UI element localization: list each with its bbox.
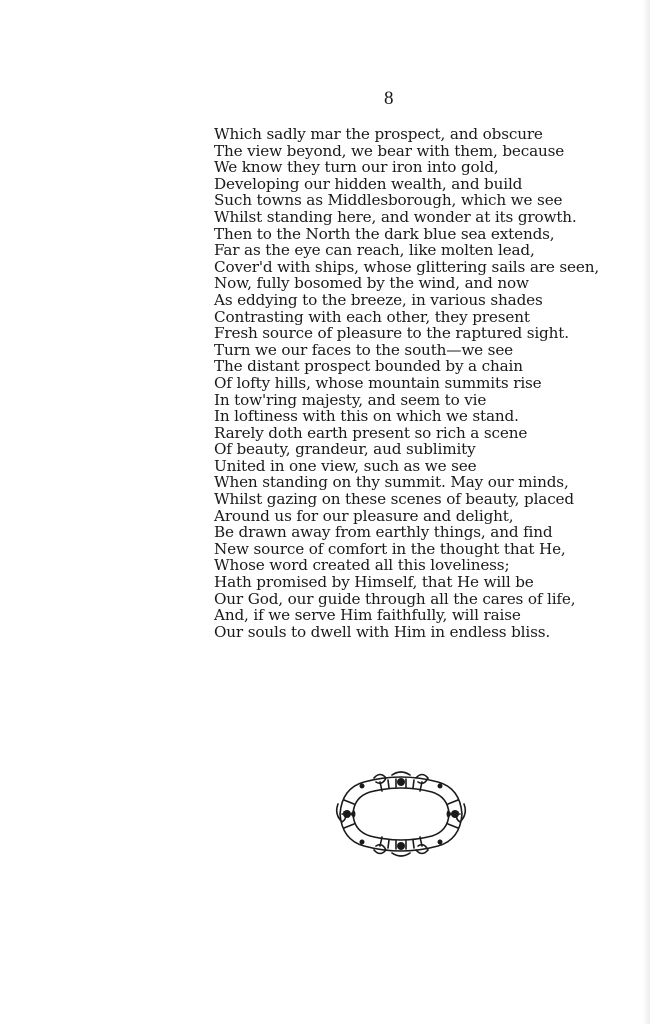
poem-line: The distant prospect bounded by a chain <box>214 357 523 376</box>
poem-line: Of beauty, grandeur, aud sublimity <box>214 440 476 459</box>
poem-line: In loftiness with this on which we stand. <box>214 407 519 426</box>
poem-line: Which sadly mar the prospect, and obscure <box>214 125 543 143</box>
poem-line: Our souls to dwell with Him in endless bliss. <box>214 622 551 641</box>
poem-line: Around us for our pleasure and delight, <box>214 506 514 525</box>
poem-line: Whilst standing here, and wonder at its growth. <box>214 207 577 226</box>
poem-line: Far as the eye can reach, like molten lead, <box>214 241 535 260</box>
page-number: 8 <box>384 88 394 109</box>
poem-line: Hath promised by Himself, that He will be <box>214 573 534 592</box>
poem-line: Contrasting with each other, they present <box>214 307 530 326</box>
poem-line: Then to the North the dark blue sea extends, <box>214 224 555 243</box>
poem-line: The view beyond, we bear with them, because <box>214 141 565 160</box>
poem-line: Whose word created all this loveliness; <box>214 556 510 575</box>
poem-line: Be drawn away from earthly things, and find <box>214 523 553 542</box>
poem-line: And, if we serve Him faithfully, will raise <box>214 606 521 625</box>
poem-line: Rarely doth earth present so rich a scene <box>214 423 528 442</box>
poem-line: We know they turn our iron into gold, <box>214 158 499 177</box>
poem-line: As eddying to the breeze, in various shades <box>214 290 543 309</box>
poem-line: United in one view, such as we see <box>214 456 477 475</box>
poem-line: When standing on thy summit. May our minds, <box>214 473 569 492</box>
poem-line: Cover'd with ships, whose glittering sails are seen, <box>214 257 599 276</box>
poem-text <box>214 126 614 640</box>
scrollwork-vignette-icon <box>334 770 468 858</box>
poem-line: Fresh source of pleasure to the raptured sight. <box>214 324 569 343</box>
poem-line: New source of comfort in the thought that He, <box>214 539 566 558</box>
poem-line: Now, fully bosomed by the wind, and now <box>214 274 529 293</box>
page-edge-shadow <box>642 0 650 1024</box>
poem-line: Turn we our faces to the south—we see <box>214 340 514 359</box>
poem-line: Developing our hidden wealth, and build <box>214 174 523 193</box>
poem-line: Whilst gazing on these scenes of beauty, placed <box>214 490 574 509</box>
poem-line: Such towns as Middlesborough, which we see <box>214 191 563 210</box>
poem-line: Of lofty hills, whose mountain summits rise <box>214 373 542 392</box>
poem-line: In tow'ring majesty, and seem to vie <box>214 390 487 409</box>
poem-line: Our God, our guide through all the cares of life, <box>214 589 576 608</box>
